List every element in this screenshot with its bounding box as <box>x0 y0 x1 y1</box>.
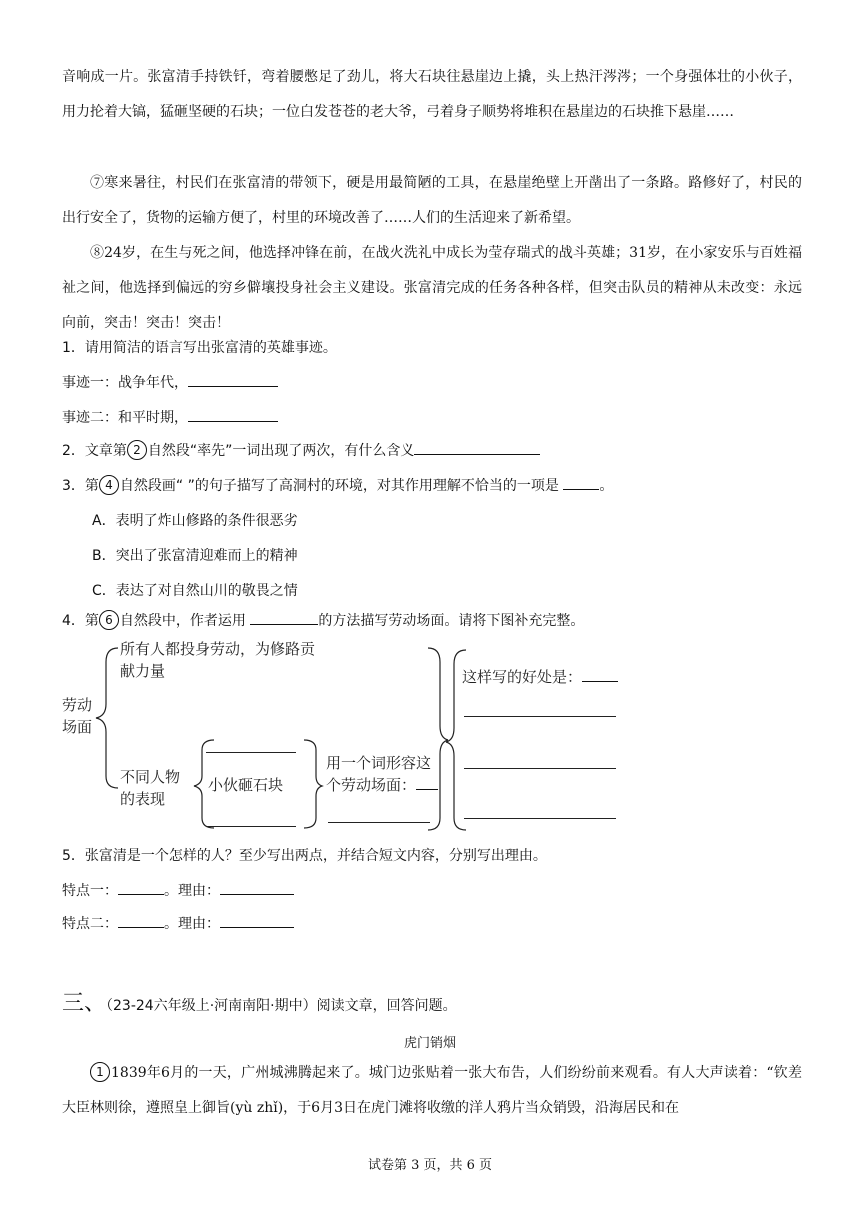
diagram-middle-item: 小伙砸石块 <box>208 776 284 794</box>
article-title: 虎门销烟 <box>403 1036 456 1051</box>
paragraph-7-text: 寒来暑往，村民们在张富清的带领下，硬是用最简陋的工具，在悬崖绝壁上开凿出了一条路。路修好了，村民的出行安全了，货物的运输方便了，村里的环境改善了……人们的生活迎来了新希望。 <box>62 175 803 226</box>
answer-blank[interactable] <box>414 440 540 455</box>
article-paragraph-1 <box>62 1056 802 1126</box>
question-3-text: 自然段画“ ”的句子描写了高洞村的环境，对其作用理解不恰当的一项是 <box>119 478 559 494</box>
answer-blank[interactable] <box>188 372 278 387</box>
diagram-benefit-line-3[interactable] <box>464 818 616 819</box>
paragraph-number-badge: 4 <box>99 475 119 495</box>
middle-brace <box>428 648 448 830</box>
question-4-text: 自然段中，作者运用 <box>119 613 246 629</box>
paragraph-8 <box>62 236 802 341</box>
diagram-top-node <box>120 638 315 682</box>
benefit-label: 这样写的好处是： <box>462 668 583 686</box>
question-5-answer-b <box>62 913 294 935</box>
root-line-2: 场面 <box>62 718 93 736</box>
question-3 <box>62 475 613 497</box>
option-b[interactable]: B．突出了张富清迎难而上的精神 <box>92 548 298 564</box>
diagram-benefit-line-2[interactable] <box>464 768 616 769</box>
answer-blank[interactable] <box>118 913 164 928</box>
paragraph-7 <box>62 166 802 236</box>
answer-blank[interactable] <box>250 610 318 625</box>
question-2-text: 自然段“率先”一词出现了两次，有什么含义 <box>147 443 415 459</box>
question-3-prefix: 3．第 <box>62 478 99 494</box>
diagram-blank-top[interactable] <box>206 752 296 753</box>
diagram-benefit-line-1[interactable] <box>464 716 616 717</box>
question-1-answer-b <box>62 407 278 429</box>
paragraph-7-number: ⑦ <box>90 175 105 191</box>
question-4-suffix: 的方法描写劳动场面。请将下图补充完整。 <box>318 613 585 629</box>
answer-blank[interactable] <box>563 475 599 490</box>
top-line-2: 献力量 <box>120 662 166 680</box>
page-footer: 试卷第 3 页，共 6 页 <box>367 1158 493 1173</box>
option-c[interactable]: C．表达了对自然山川的敬畏之情 <box>92 583 298 599</box>
describe-line-2: 个劳动场面： <box>326 776 417 794</box>
question-2 <box>62 440 540 462</box>
describe-line-1: 用一个词形容这 <box>326 754 432 772</box>
paragraph-8-number: ⑧ <box>90 245 105 261</box>
question-3-end: 。 <box>599 478 614 494</box>
question-5-answer-a <box>62 880 294 902</box>
answer-blank[interactable] <box>118 880 164 895</box>
paragraph-8-text: 24岁，在生与死之间，他选择冲锋在前，在战火洗礼中成长为莹存瑞式的战斗英雄；31岁，在小家安乐与百姓福祉之间，他选择到偏远的穷乡僻壤投身社会主义建设。张富清完成的任务各种各样，但突击队员的精神从未改变：永远向前，突击！突击！突击！ <box>62 245 802 331</box>
answer-blank[interactable] <box>188 407 278 422</box>
reason-label: 。理由： <box>164 916 220 932</box>
reason-label: 。理由： <box>164 883 220 899</box>
diagram-bottom-node <box>120 766 180 810</box>
diagram-blank-describe[interactable] <box>328 822 430 823</box>
labor-scene-diagram <box>58 636 638 836</box>
diagram-blank-bottom[interactable] <box>206 826 296 827</box>
answer-blank[interactable] <box>220 913 294 928</box>
answer-blank[interactable] <box>582 669 618 682</box>
question-2-prefix: 2．文章第 <box>62 443 127 459</box>
bottom-line-2: 的表现 <box>120 790 166 808</box>
bottom-line-1: 不同人物 <box>120 768 181 786</box>
question-1-answer-a <box>62 372 278 394</box>
option-a[interactable]: A．表明了炸山修路的条件很恶劣 <box>92 513 298 529</box>
question-1: 1．请用简洁的语言写出张富清的英雄事迹。 <box>62 340 337 356</box>
question-1-prompt-a: 事迹一：战争年代， <box>62 375 188 391</box>
question-1-prompt-b: 事迹二：和平时期， <box>62 410 188 426</box>
trait-2-label: 特点二： <box>62 916 118 932</box>
inner-right-brace <box>304 740 322 828</box>
diagram-benefit <box>462 666 618 688</box>
answer-blank[interactable] <box>220 880 294 895</box>
section-numeral: 三、 <box>62 991 107 1016</box>
left-brace <box>96 648 118 788</box>
trait-1-label: 特点一： <box>62 883 118 899</box>
answer-blank[interactable] <box>416 777 438 790</box>
root-line-1: 劳动 <box>62 696 93 714</box>
top-line-1: 所有人都投身劳动，为修路贡 <box>120 640 316 658</box>
article-paragraph-1-text: 1839年6月的一天，广州城沸腾起来了。城门边张贴着一张大布告，人们纷纷前来观看。有人大声读着：“钦差大臣林则徐，遵照皇上御旨(yù zhǐ)，于6月3日在虎门滩将收缴的洋人鸦片当众销毁，沿海居民和在 <box>62 1065 802 1116</box>
paragraph-number-badge: 1 <box>90 1062 110 1082</box>
paragraph-number-badge: 6 <box>99 610 119 630</box>
diagram-describe <box>326 752 438 796</box>
question-5: 5．张富清是一个怎样的人？至少写出两点，并结合短文内容，分别写出理由。 <box>62 848 547 864</box>
diagram-root-label <box>62 694 92 738</box>
question-4-prefix: 4．第 <box>62 613 99 629</box>
paragraph-6-continued: 音响成一片。张富清手持铁钎，弯着腰憋足了劲儿，将大石块往悬崖边上撬，头上热汗涔涔；一个身强体壮的小伙子，用力抡着大镐，猛砸坚硬的石块；一位白发苍苍的老大爷，弓着身子顺势将堆积在悬崖边的石块推下悬崖…… <box>62 69 802 120</box>
paragraph-number-badge: 2 <box>127 440 147 460</box>
section-3-heading <box>62 986 457 1017</box>
section-instruction: （23-24六年级上·河南南阳·期中）阅读文章，回答问题。 <box>106 998 457 1014</box>
question-4 <box>62 610 584 632</box>
